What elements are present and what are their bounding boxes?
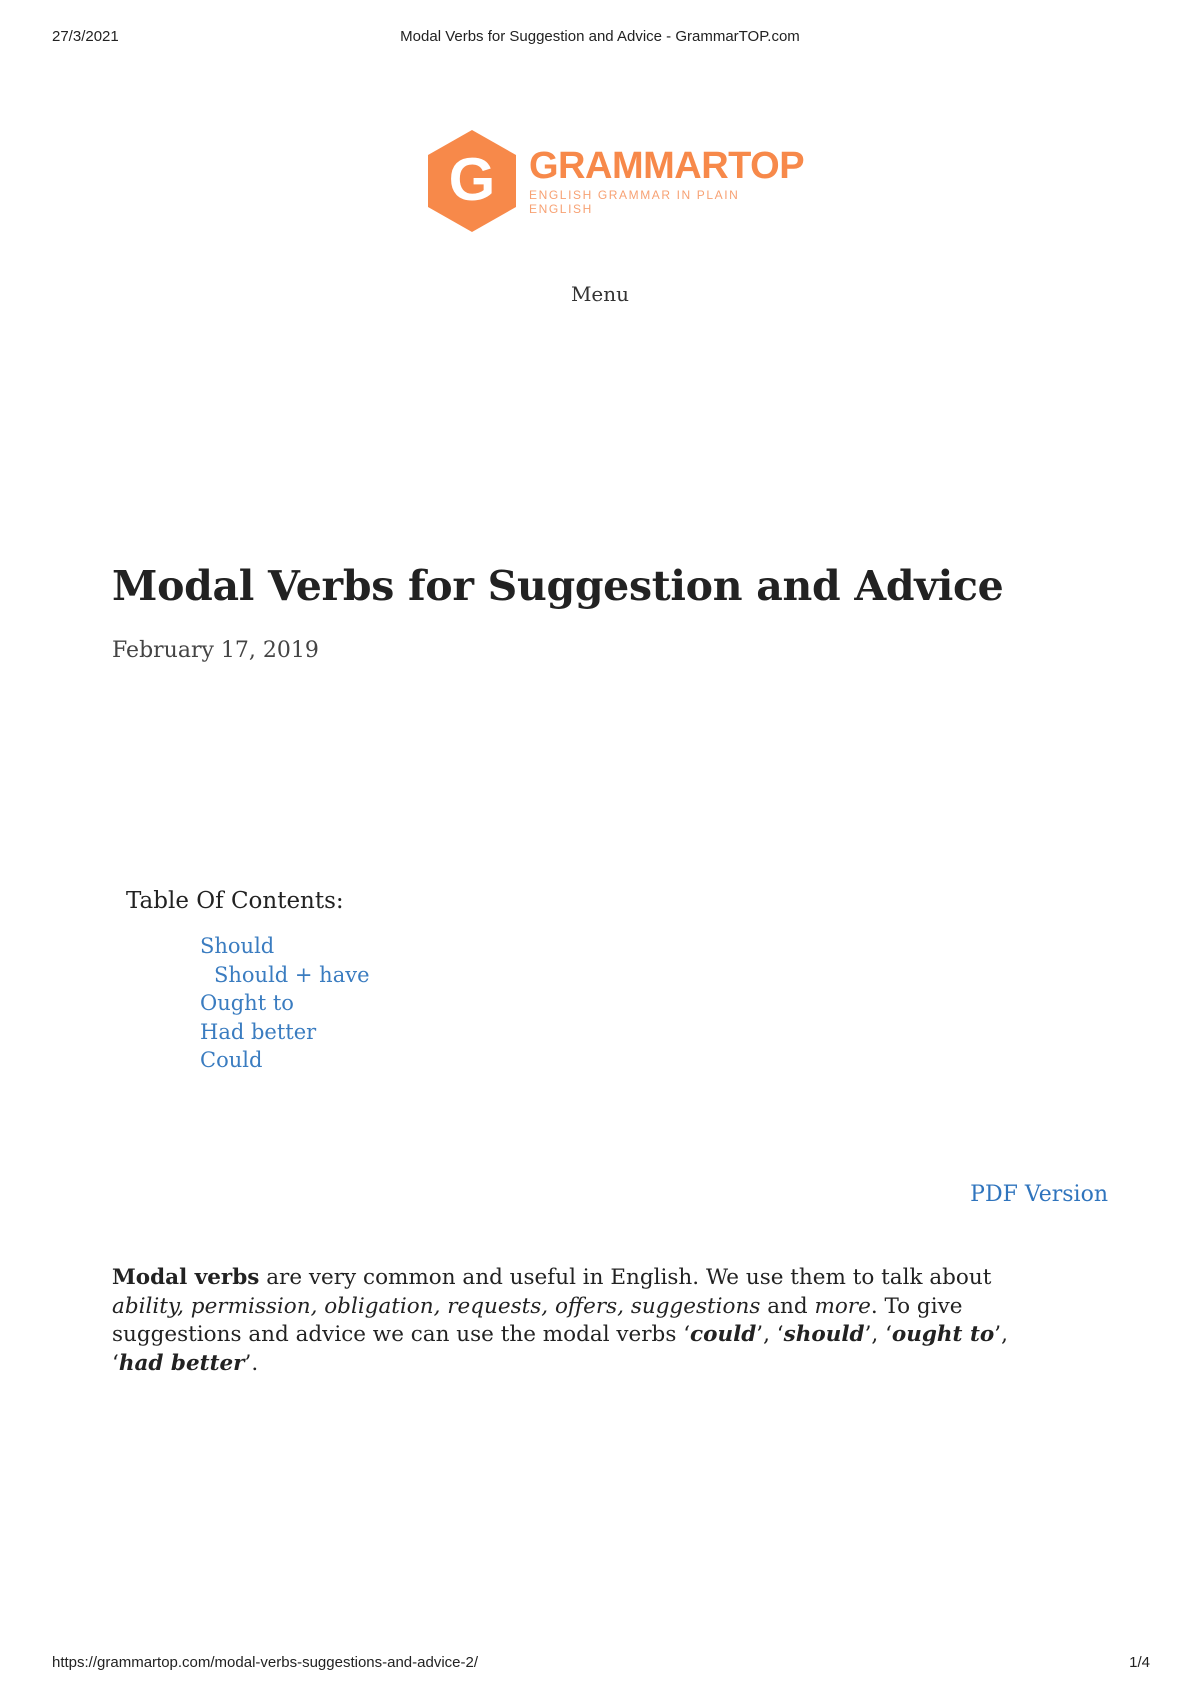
print-page-number: 1/4 xyxy=(1129,1654,1150,1671)
logo-brand-name: GRAMMARTOP xyxy=(529,145,805,187)
intro-text-5: ’, ‘ xyxy=(864,1322,892,1347)
print-date: 27/3/2021 xyxy=(52,28,119,45)
verb-could: could xyxy=(690,1322,757,1347)
toc-link-should-have[interactable]: Should + have xyxy=(214,962,370,987)
toc-list xyxy=(200,932,370,1075)
print-page-title: Modal Verbs for Suggestion and Advice - GrammarTOP.com xyxy=(400,28,800,45)
verb-ought-to: ought to xyxy=(891,1322,995,1347)
menu-button[interactable]: Menu xyxy=(570,282,630,306)
italic-more: more xyxy=(814,1293,871,1319)
italic-list: ability, permission, obligation, requests, offers, suggestions xyxy=(112,1293,761,1319)
toc-link-should[interactable]: Should xyxy=(200,934,275,958)
print-url: https://grammartop.com/modal-verbs-suggestions-and-advice-2/ xyxy=(52,1654,479,1671)
verb-had-better: had better xyxy=(118,1350,245,1376)
intro-text-6: ’, ‘ xyxy=(112,1322,1008,1376)
intro-text-2: and xyxy=(760,1293,815,1319)
site-logo[interactable] xyxy=(425,128,805,234)
intro-paragraph xyxy=(112,1264,1052,1378)
logo-tagline: ENGLISH GRAMMAR IN PLAIN ENGLISH xyxy=(529,188,740,216)
logo-hexagon-icon xyxy=(425,128,519,234)
toc-link-had-better[interactable]: Had better xyxy=(200,1019,317,1044)
logo-letter: G xyxy=(448,146,496,213)
pdf-version-link[interactable]: PDF Version xyxy=(970,1182,1108,1207)
bold-lead: Modal verbs xyxy=(112,1265,260,1290)
toc-link-ought-to[interactable]: Ought to xyxy=(200,991,294,1015)
verb-should: should xyxy=(783,1322,865,1347)
toc-heading: Table Of Contents: xyxy=(126,888,344,914)
intro-text-4: ’, ‘ xyxy=(756,1322,784,1347)
intro-text-3: . To give suggestions and advice we can use the modal verbs ‘ xyxy=(112,1293,963,1347)
article-date: February 17, 2019 xyxy=(112,638,319,663)
toc-link-could[interactable]: Could xyxy=(200,1048,263,1072)
intro-text-1: are very common and useful in English. We use them to talk about xyxy=(259,1265,992,1290)
article-title: Modal Verbs for Suggestion and Advice xyxy=(112,562,1004,610)
intro-text-7: ’. xyxy=(244,1350,259,1376)
